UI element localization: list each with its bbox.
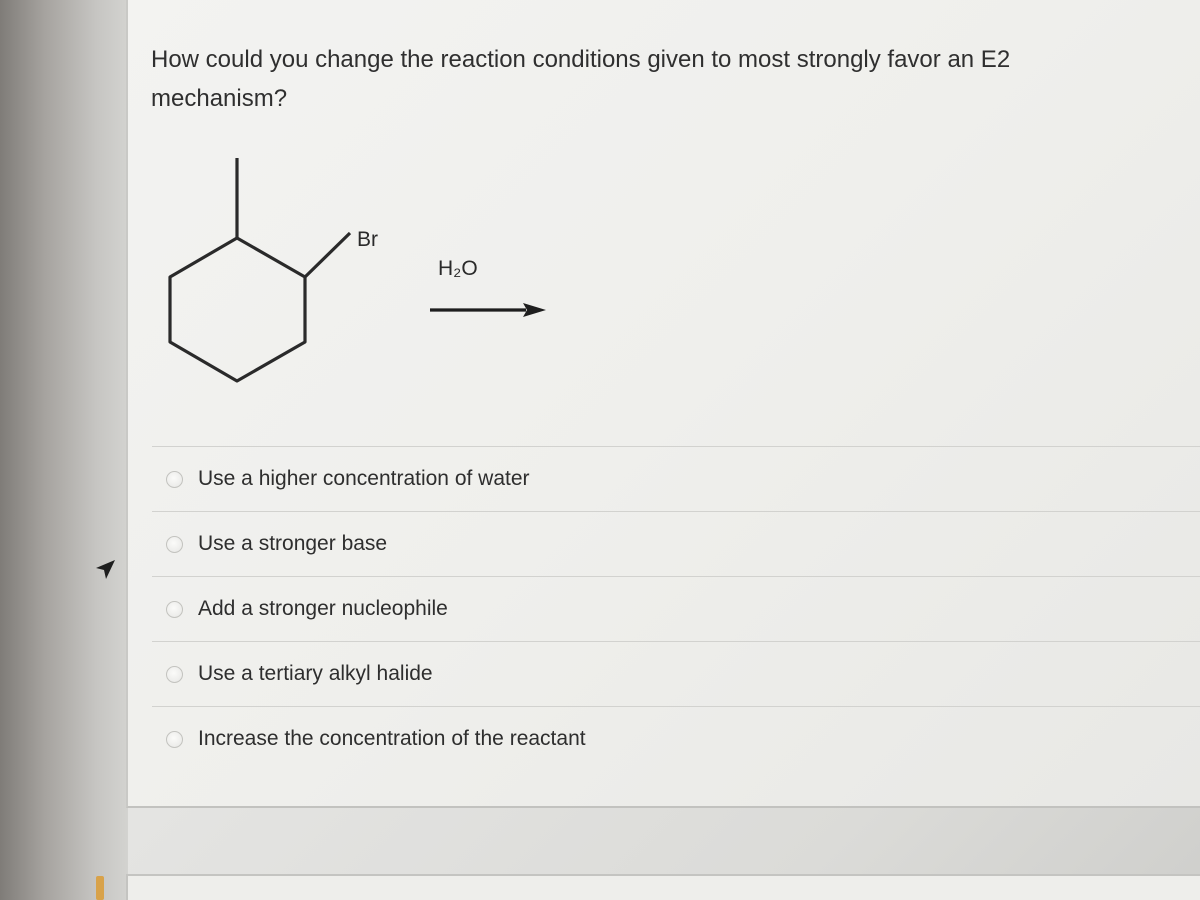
reaction-arrow-icon: [430, 303, 546, 317]
answer-option-label: Increase the concentration of the reactant: [198, 727, 586, 750]
answer-option-label: Use a tertiary alkyl halide: [198, 662, 433, 685]
next-question-panel: [126, 874, 1200, 900]
answer-option-4[interactable]: [152, 641, 1200, 706]
answer-option-2[interactable]: [152, 511, 1200, 576]
answer-option-1[interactable]: [152, 446, 1200, 511]
radio-button-icon[interactable]: [166, 601, 183, 618]
radio-button-icon[interactable]: [166, 731, 183, 748]
answer-option-3[interactable]: [152, 576, 1200, 641]
mouse-pointer-icon: [93, 558, 117, 582]
answer-option-label: Use a stronger base: [198, 532, 388, 555]
answer-option-label: Use a higher concentration of water: [198, 467, 530, 490]
reaction-diagram: [150, 145, 590, 405]
reagent-label: H₂O: [438, 257, 478, 280]
bromine-label: Br: [357, 228, 378, 251]
radio-button-icon[interactable]: [166, 471, 183, 488]
radio-button-icon[interactable]: [166, 666, 183, 683]
bromomethyl-bond: [305, 233, 350, 277]
left-screen-edge: [0, 0, 128, 900]
radio-button-icon[interactable]: [166, 536, 183, 553]
question-text: How could you change the reaction conditions given to most strongly favor an E2 mechanism?: [151, 46, 1011, 112]
bottom-edge-accent: [96, 876, 104, 900]
cyclohexane-ring: [170, 238, 305, 381]
answer-options: [152, 446, 1200, 771]
answer-option-5[interactable]: [152, 706, 1200, 771]
answer-option-label: Add a stronger nucleophile: [198, 597, 448, 620]
